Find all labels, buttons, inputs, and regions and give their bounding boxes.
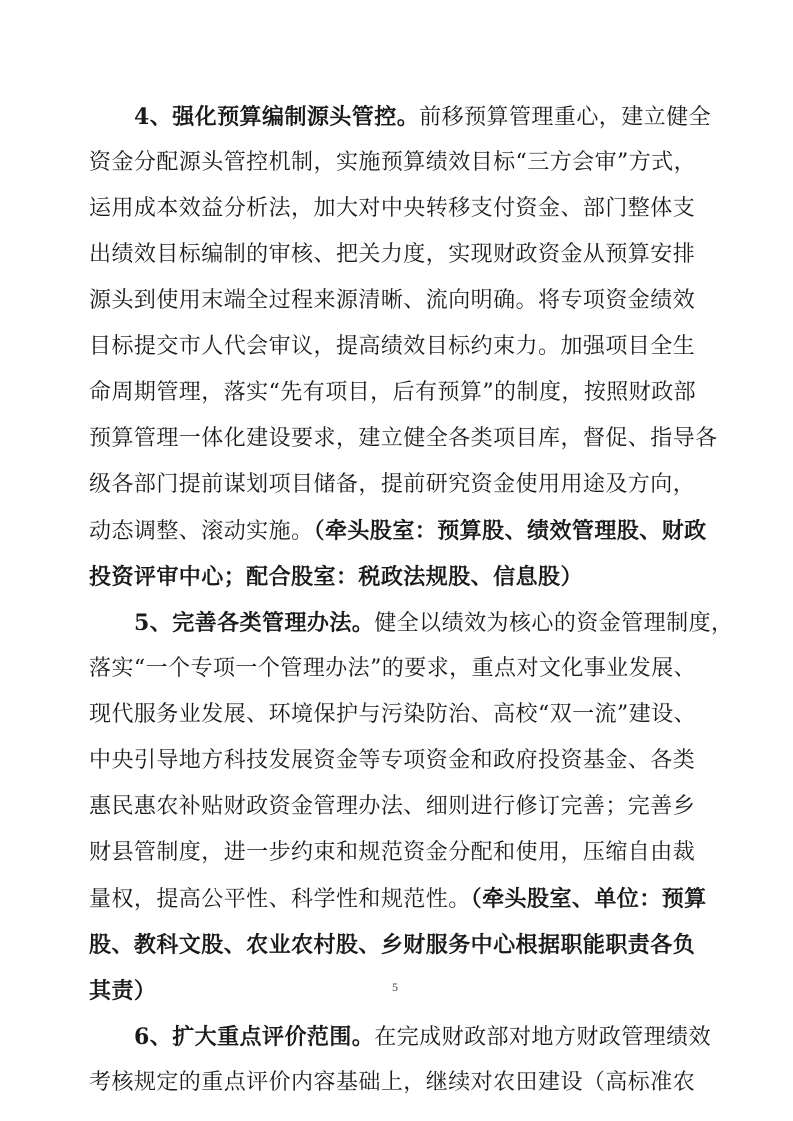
p6-line-2: 考核规定的重点评价内容基础上，继续对农田建设（高标准农: [89, 1070, 696, 1095]
p4-heading: 4、强化预算编制源头管控。: [134, 104, 420, 130]
p4-line-11: 投资评审中心；配合股室：税政法规股、信息股）: [89, 564, 583, 590]
p4-line-9: 级各部门提前谋划项目储备，提前研究资金使用用途及方向，: [89, 472, 696, 497]
p5-line-2: 落实“一个专项一个管理办法”的要求，重点对文化事业发展、: [89, 656, 697, 681]
p4-line-8: 预算管理一体化建设要求，建立健全各类项目库，督促、指导各: [89, 426, 718, 451]
p4-line-6: 目标提交市人代会审议，提高绩效目标约束力。加强项目全生: [89, 334, 696, 359]
p5-line-6: 财县管制度，进一步约束和规范资金分配和使用，压缩自由裁: [89, 840, 696, 865]
p4-responsible-units: （牵头股室：预算股、绩效管理股、财政: [313, 518, 707, 544]
p5-line-7: 量权，提高公平性、科学性和规范性。（牵头股室、单位：预算: [89, 886, 707, 912]
p5-line-3: 现代服务业发展、环境保护与污染防治、高校“双一流”建设、: [89, 702, 697, 727]
p4-line-7: 命周期管理，落实“先有项目，后有预算”的制度，按照财政部: [89, 380, 697, 405]
p4-line-1: 4、强化预算编制源头管控。前移预算管理重心，建立健全: [134, 104, 712, 130]
p5-line-4: 中央引导地方科技发展资金等专项资金和政府投资基金、各类: [89, 748, 696, 773]
p4-line-4: 出绩效目标编制的审核、把关力度，实现财政资金从预算安排: [89, 242, 696, 267]
p5-line-5: 惠民惠农补贴财政资金管理办法、细则进行修订完善；完善乡: [89, 794, 696, 819]
p5-line-9: 其责）: [89, 978, 157, 1004]
p6-line-1: 6、扩大重点评价范围。在完成财政部对地方财政管理绩效: [134, 1024, 712, 1050]
p4-line-10: 动态调整、滚动实施。（牵头股室：预算股、绩效管理股、财政: [89, 518, 707, 544]
p5-responsible-units: （牵头股室、单位：预算: [470, 886, 707, 912]
page-number: 5: [392, 980, 398, 994]
p5-heading: 5、完善各类管理办法。: [134, 610, 375, 636]
p4-line-2: 资金分配源头管控机制，实施预算绩效目标“三方会审”方式，: [89, 150, 697, 175]
p5-line-8: 股、教科文股、农业农村股、乡财服务中心根据职能职责各负: [89, 932, 696, 958]
p5-line-1: 5、完善各类管理办法。健全以绩效为核心的资金管理制度，: [134, 610, 734, 636]
p4-line-3: 运用成本效益分析法，加大对中央转移支付资金、部门整体支: [89, 196, 696, 221]
p4-line-5: 源头到使用末端全过程来源清晰、流向明确。将专项资金绩效: [89, 288, 696, 313]
p6-heading: 6、扩大重点评价范围。: [134, 1024, 375, 1050]
